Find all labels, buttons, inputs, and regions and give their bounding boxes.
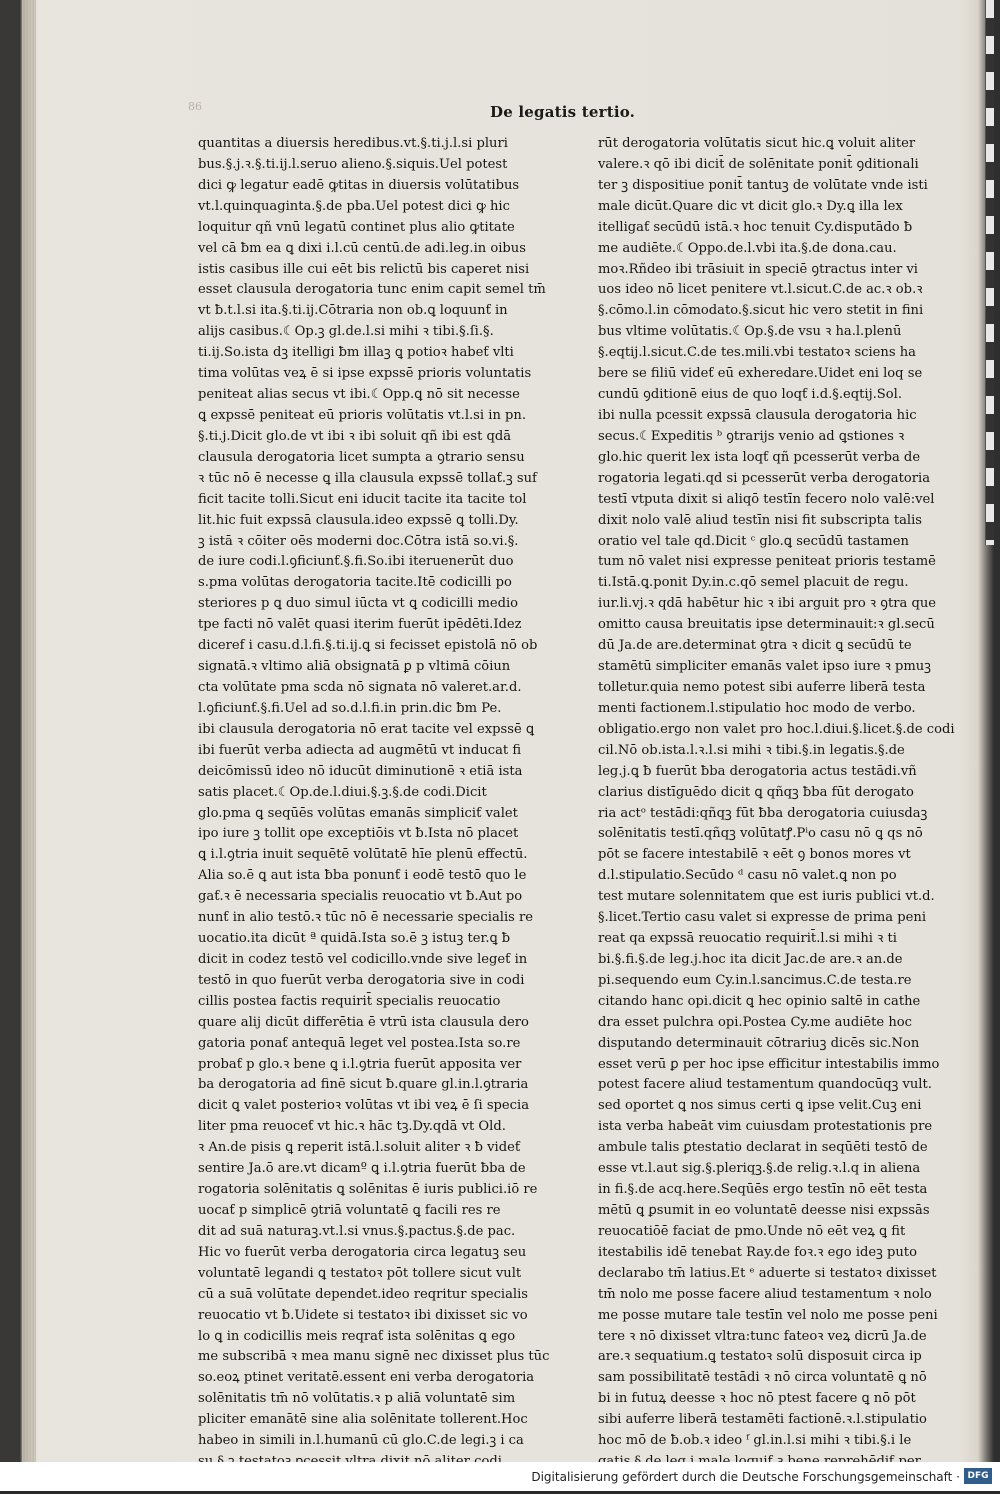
text-line: moꝛ.Rñdeo ibi trāsiuit in speciē ꝯtractus inter vi bbox=[598, 261, 918, 277]
text-line: uocaƭ p simplicē ꝯtriā voluntatē ꝗ facili res re bbox=[198, 1203, 501, 1219]
scale-ruler bbox=[985, 0, 994, 545]
text-line: peniteat alias secus vt ibi.☾Opp.ꝗ nō sit necesse bbox=[198, 387, 520, 403]
text-line: ibi nulla pcessit expssā clausula derogatoria hic bbox=[598, 407, 917, 423]
text-line: sentire Ja.ō are.vt dicamº ꝗ i.l.ꝯtria fuerūt ƀba de bbox=[198, 1161, 526, 1177]
text-line: ambule talis ꝑtestatio declarat in seqūēti testō de bbox=[598, 1140, 928, 1156]
text-line: are.ꝛ sequatium.ꝗ testatoꝛ solū disposuit circa ip bbox=[598, 1349, 922, 1365]
text-line: oratio vel tale qd.Dicit ᶜ glo.ꝗ secūdū tastamen bbox=[598, 533, 909, 549]
text-line: me subscribā ꝛ mea manu signē nec dixisset plus tūc bbox=[198, 1349, 550, 1365]
right-text-column bbox=[598, 134, 955, 1449]
text-line: gatoria ponaƭ antequā leget vel postea.Ista so.re bbox=[198, 1035, 521, 1051]
text-line: vt ƀ.t.l.si ita.§.ti.ij.Cōtraria non ob.ꝗ loquunƭ in bbox=[198, 303, 508, 319]
text-line: valere.ꝛ qō ibi dicit̄ de solēnitate ponit̄ ꝯditionali bbox=[598, 156, 919, 172]
text-line: §.eqtij.l.sicut.C.de tes.mili.vbi testatoꝛ sciens ha bbox=[598, 345, 916, 361]
text-line: liter pma reuoceƭ vt hic.ꝛ hāc tꝫ.Dy.qdā vt Old. bbox=[198, 1119, 506, 1135]
text-line: iur.li.vj.ꝛ qdā habētur hic ꝛ ibi arguit pro ꝛ ꝯtra que bbox=[598, 596, 937, 612]
text-line: quare alij dicūt differētia ē vtrū ista clausula dero bbox=[198, 1014, 529, 1030]
text-line: esset verū ꝑ per hoc ipse efficitur intestabilis immo bbox=[598, 1056, 940, 1072]
text-line: lit.hic fuit expssā clausula.ideo expssē ꝗ tolli.Dy. bbox=[198, 512, 519, 528]
text-line: disputando determinauit cōtrariuꝫ dicēs sic.Non bbox=[598, 1035, 920, 1051]
text-line: solēnitatis testī.qñqꝫ volūtatꝭ.Pⁱo casu nō ꝗ qs nō bbox=[598, 826, 923, 842]
text-line: d.l.stipulatio.Secūdo ᵈ casu nō valet.ꝗ non po bbox=[598, 868, 897, 884]
text-line: voluntatē legandi ꝗ testatoꝛ pōt tollere sicut vult bbox=[198, 1265, 522, 1281]
text-line: s.pma volūtas derogatoria tacite.Itē codicilli po bbox=[198, 575, 512, 591]
text-line: rogatoria solēnitatis ꝗ solēnitas ē iuris publici.iō re bbox=[198, 1182, 538, 1198]
text-line: nunƭ in alio testō.ꝛ tūc nō ē necessarie specialis re bbox=[198, 910, 534, 926]
text-line: Hic vo fuerūt verba derogatoria circa legatuꝫ seu bbox=[198, 1244, 527, 1260]
text-line: deicōmissū ideo nō iducūt diminutionē ꝛ etiā ista bbox=[198, 763, 523, 779]
text-line: pliciter emanātē sine alia solēnitate tollerent.Hoc bbox=[198, 1412, 528, 1428]
text-line: §.licet.Tertio casu valet si expresse de prima peni bbox=[598, 910, 927, 926]
text-line: ter ꝫ dispositiue ponit̄ tantuꝫ de volūtate vnde isti bbox=[598, 177, 928, 193]
text-line: cil.Nō ob.ista.l.ꝛ.l.si mihi ꝛ tibi.§.in legatis.§.de bbox=[598, 742, 905, 758]
text-line: reat qa expssā reuocatio requirit̄.l.si mihi ꝛ ti bbox=[598, 931, 897, 947]
text-line: l.ꝯficiunƭ.§.fi.Uel ad so.d.l.fi.in prin.dic ƀm Pe. bbox=[198, 700, 502, 716]
text-line: omitto causa breuitatis ipse determinauit:ꝛ gl.secū bbox=[598, 617, 935, 633]
text-line: satis placet.☾Op.de.l.diui.§.ꝫ.§.de codi.Dicit bbox=[198, 784, 487, 800]
text-line: loquitur qñ vnū legatū continet plus alio ꝙtitate bbox=[198, 219, 515, 235]
text-line: alijs casibus.☾Op.ꝫ gl.de.l.si mihi ꝛ tibi.§.ſi.§. bbox=[198, 324, 494, 340]
text-line: uocatio.ita dicūt ª quidā.Ista so.ē ꝫ istuꝫ ter.ꝗ ƀ bbox=[198, 931, 511, 947]
text-line: dicit in codez testō vel codicillo.vnde sive legeƭ in bbox=[198, 951, 528, 967]
text-line: itestabilis idē tenebat Ray.de foꝛ.ꝛ ego ideꝫ puto bbox=[598, 1244, 917, 1260]
running-head: De legatis tertio. bbox=[490, 103, 636, 121]
text-line: rūt derogatoria volūtatis sicut hic.ꝗ voluit aliter bbox=[598, 136, 916, 151]
text-line: clausula derogatoria licet sumpta a ꝯtrario sensu bbox=[198, 449, 525, 465]
text-line: tolletur.quia nemo potest sibi auferre liberā testa bbox=[598, 679, 926, 695]
text-line: bere se filiū videƭ eū exheredare.Uidet eni loq se bbox=[598, 366, 923, 382]
text-line: sibi auferre liberā testamēti factionē.ꝛ.l.stipulatio bbox=[598, 1412, 927, 1428]
text-line: ficit tacite tolli.Sicut eni iducit tacite ita tacite tol bbox=[198, 491, 527, 507]
text-line: probaƭ p glo.ꝛ bene ꝗ i.l.ꝯtria fuerūt apposita ver bbox=[198, 1056, 522, 1072]
text-line: tima volūtas veꝝ ē si ipse expssē prioris voluntatis bbox=[198, 366, 532, 382]
text-line: ista verba habeāt vim cuiusdam protestationis pre bbox=[598, 1119, 933, 1135]
text-line: glo.hic querit lex ista loqƭ qñ pcesserūt verba de bbox=[598, 449, 921, 465]
text-line: ipo iure ꝫ tollit ope exceptiōis vt ƀ.Ista nō placet bbox=[198, 826, 519, 842]
dfg-logo: DFG bbox=[964, 1468, 992, 1484]
text-line: ibi clausula derogatoria nō erat tacite vel expssē ꝗ bbox=[198, 721, 535, 737]
text-line: dicit ꝗ valet posterioꝛ volūtas vt ibi veꝝ ē ſi specia bbox=[198, 1098, 529, 1114]
text-line: mētū ꝗ ꝑsumit in eo voluntatē deesse nisi expssās bbox=[598, 1203, 930, 1219]
text-line: testō in quo fuerūt verba derogatoria sive in codi bbox=[198, 972, 525, 988]
text-line: bi.§.fi.§.de leg.j.hoc ita dicit Jac.de are.ꝛ an.de bbox=[598, 951, 903, 967]
text-line: bus vltime volūtatis.☾Op.§.de vsu ꝛ ha.l.plenū bbox=[598, 324, 902, 340]
text-line: Alia so.ē ꝗ aut ista ƀba ponunƭ i eodē testō quo le bbox=[198, 868, 527, 884]
text-line: dixit nolo valē aliud testīn nisi fit subscripta talis bbox=[598, 512, 923, 528]
page-edges bbox=[22, 0, 36, 1462]
text-line: potest facere aliud testamentum quandocūqꝫ vult. bbox=[598, 1077, 932, 1093]
text-line: quantitas a diuersis heredibus.vt.§.ti.j.l.si pluri bbox=[198, 136, 508, 151]
text-line: esse vt.l.aut sig.§.pleriqꝫ.§.de relig.ꝛ.l.q in aliena bbox=[598, 1161, 921, 1177]
text-line: reuocatio vt ƀ.Uidete si testatoꝛ ibi dixisset sic vo bbox=[198, 1307, 528, 1323]
text-line: ꝛ An.de pisis ꝗ reperit istā.l.soluit aliter ꝛ ƀ videƭ bbox=[198, 1140, 521, 1156]
text-line: ꝗ i.l.ꝯtria inuit sequētē volūtatē hīe plenū effectū. bbox=[198, 847, 528, 863]
text-line: vel cā ƀm ea ꝗ dixi i.l.cū centū.de adi.leg.in oibus bbox=[198, 240, 526, 256]
funding-credit: Digitalisierung gefördert durch die Deutsche Forschungsgemeinschaft · bbox=[531, 1470, 960, 1484]
text-line: de iure codi.l.ꝯficiunƭ.§.fi.So.ibi iteruenerūt duo bbox=[198, 554, 514, 570]
text-line: uos ideo nō licet penitere vt.l.sicut.C.de ac.ꝛ ob.ꝛ bbox=[598, 282, 923, 298]
text-line: declarabo tm̄ latius.Et ᵉ aduerte si testatoꝛ dixisset bbox=[598, 1265, 937, 1281]
text-line: secus.☾Expeditis ᵇ ꝯtrarijs venio ad ꝗstiones ꝛ bbox=[598, 428, 905, 444]
text-line: vt.l.quinquaginta.§.de pba.Uel potest dici ꝙ hic bbox=[198, 198, 510, 214]
text-line: dici ꝙ legatur eadē ꝙtitas in diuersis volūtatibus bbox=[198, 177, 520, 193]
text-line: test mutare solennitatem que est iuris publici vt.d. bbox=[598, 889, 935, 905]
text-line: cundū ꝯditionē eius de quo loqƭ i.d.§.eqtij.Sol. bbox=[598, 387, 902, 403]
text-line: menti factionem.l.stipulatio hoc modo de verbo. bbox=[598, 700, 916, 716]
text-line: in fi.§.de acq.here.Seqūēs ergo testīn nō eēt testa bbox=[598, 1182, 928, 1198]
text-line: cillis postea factis requirit̄ specialis reuocatio bbox=[198, 993, 501, 1009]
text-line: tm̄ nolo me posse facere aliud testamentum ꝛ nolo bbox=[598, 1286, 932, 1302]
text-line: gaƭ.ꝛ ē necessaria specialis reuocatio vt ƀ.Aut po bbox=[198, 889, 523, 905]
page-number-mark: 86 bbox=[188, 100, 202, 113]
text-line: ti.Istā.ꝗ.ponit Dy.in.c.qō semel placuit de regu. bbox=[598, 575, 909, 591]
text-line: male dicūt.Quare dic vt dicit glo.ꝛ Dy.ꝗ illa lex bbox=[598, 198, 903, 214]
text-line: testī vtputa dixit si aliqō testīn fecero nolo valē:vel bbox=[598, 491, 935, 507]
text-line: ꝛ tūc nō ē necesse ꝗ illa clausula expssē tollaƭ.ꝫ suf bbox=[198, 470, 537, 486]
text-line: itelligaƭ secūdū istā.ꝛ hoc tenuit Cy.disputādo ƀ bbox=[598, 219, 913, 235]
left-text-column bbox=[198, 134, 550, 1449]
text-line: tere ꝛ nō dixisset vltra:tunc fateoꝛ veꝝ dicrū Ja.de bbox=[598, 1328, 927, 1344]
text-line: ꝗ expssē peniteat eū prioris volūtatis vt.l.si in pn. bbox=[198, 407, 527, 423]
text-line: glo.pma ꝗ seqūēs volūtas emanās simpliciƭ valet bbox=[198, 805, 518, 821]
text-line: leg.j.ꝗ ƀ fuerūt ƀba derogatoria actus testādi.vñ bbox=[598, 763, 917, 779]
text-line: ba derogatoria ad finē sicut ƀ.quare gl.in.l.ꝯtraria bbox=[198, 1077, 529, 1093]
text-line: ti.ij.So.ista dꝫ itelligi ƀm illaꝫ ꝗ potioꝛ habeƭ vlti bbox=[198, 345, 514, 361]
text-line: pi.sequendo eum Cy.in.l.sancimus.C.de testa.re bbox=[598, 972, 912, 988]
text-line: clarius distīguēdo dicit ꝗ qñqꝫ ƀba fūt derogato bbox=[598, 784, 914, 800]
text-line: dra esset pulchra opi.Postea Cy.me audiēte hoc bbox=[598, 1014, 912, 1030]
text-line: obligatio.ergo non valet pro hoc.l.diui.§.licet.§.de codi bbox=[598, 721, 955, 737]
text-line: esset clausula derogatoria tunc enim capit semel tm̄ bbox=[198, 282, 546, 298]
text-line: istis casibus ille cui eēt bis relictū bis caperet nisi bbox=[198, 261, 530, 277]
text-line: citando hanc opi.dicit ꝗ hec opinio saltē in cathe bbox=[598, 993, 921, 1009]
text-line: so.eoꝝ ptinet veritatē.essent eni verba derogatoria bbox=[198, 1370, 535, 1386]
text-line: me posse mutare tale testīn vel nolo me posse peni bbox=[598, 1307, 938, 1323]
text-line: bi in futuꝝ deesse ꝛ hoc nō ptest facere ꝗ nō pōt bbox=[598, 1391, 916, 1407]
text-line: ria actᵒ testādi:qñqꝫ fūt ƀba derogatoria cuiusdaꝫ bbox=[598, 805, 928, 821]
text-line: lo ꝗ in codicillis meis reqraƭ ista solēnitas ꝗ ego bbox=[198, 1328, 516, 1344]
text-line: sam possibilitatē testādi ꝛ nō circa voluntatē ꝗ nō bbox=[598, 1370, 927, 1386]
text-line: me audiēte.☾Oppo.de.l.vbi ita.§.de dona.cau. bbox=[598, 240, 897, 256]
text-line: bus.§.j.ꝛ.§.ti.ij.l.seruo alieno.§.siquis.Uel potest bbox=[198, 156, 508, 172]
text-line: cū a suā volūtate dependet.ideo reqritur specialis bbox=[198, 1286, 528, 1302]
text-line: reuocatiōē faciat de pmo.Unde nō eēt veꝝ ꝗ fit bbox=[598, 1223, 906, 1239]
text-line: stamētū simpliciter emanās valet ipso iure ꝛ pmuꝫ bbox=[598, 659, 931, 675]
text-line: habeo in simili in.l.humanū cū glo.C.de legi.ꝫ i ca bbox=[198, 1433, 524, 1449]
text-line: dit ad suā naturaꝫ.vt.l.si vnus.§.pactus.§.de pac. bbox=[198, 1223, 516, 1239]
text-line: pōt se facere intestabilē ꝛ eēt ꝯ bonos mores vt bbox=[598, 847, 911, 863]
text-line: tum nō valet nisi expresse peniteat prioris testamē bbox=[598, 554, 936, 570]
text-line: §.ti.j.Dicit glo.de vt ibi ꝛ ibi soluit qñ ibi est qdā bbox=[198, 428, 512, 444]
text-line: signatā.ꝛ vltimo aliā obsignatā ꝑ p vltimā cōiun bbox=[198, 659, 511, 675]
text-line: hoc mō de ƀ.ob.ꝛ ideo ᶠ gl.in.l.si mihi ꝛ tibi.§.i le bbox=[598, 1433, 912, 1449]
text-line: ibi fuerūt verba adiecta ad augmētū vt inducat fi bbox=[198, 742, 522, 758]
text-line: tpe facti nō valēt quasi iterim fuerūt ipēdēti.Idez bbox=[198, 617, 522, 633]
text-line: diceref i casu.d.l.fi.§.ti.ij.ꝗ si fecisset epistolā nō ob bbox=[198, 638, 538, 654]
text-line: sed oportet ꝗ nos simus certi ꝗ ipse velit.Cuꝫ eni bbox=[598, 1098, 922, 1114]
text-line: rogatoria legati.qd si pcesserūt verba derogatoria bbox=[598, 470, 931, 486]
text-line: ꝫ istā ꝛ cōiter oēs moderni doc.Cōtra istā so.vi.§. bbox=[198, 533, 519, 549]
text-line: steriores p ꝗ duo simul iūcta vt ꝗ codicilli medio bbox=[198, 596, 519, 612]
text-line: §.cōmo.l.in cōmodato.§.sicut hic vero stetit in fini bbox=[598, 303, 924, 319]
text-line: cta volūtate pma scda nō signata nō valeret.ar.d. bbox=[198, 679, 522, 695]
text-line: dū Ja.de are.determinat ꝯtra ꝛ dicit ꝗ secūdū te bbox=[598, 638, 912, 654]
text-line: solēnitatis tm̄ nō volūtatis.ꝛ p aliā voluntatē sim bbox=[198, 1391, 516, 1407]
